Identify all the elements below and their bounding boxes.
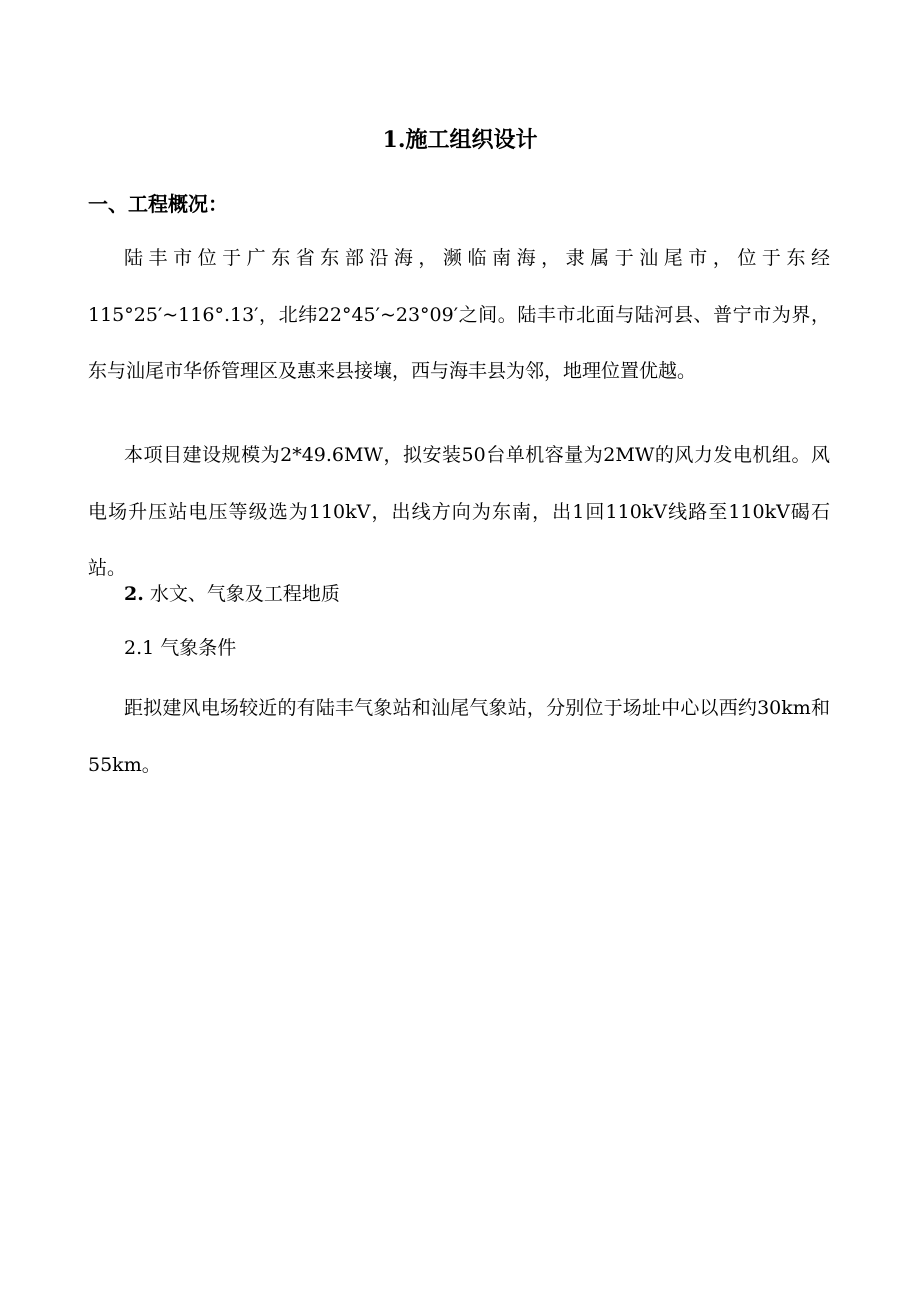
paragraph-project-scale: 本项目建设规模为2*49.6MW，拟安装50台单机容量为2MW的风力发电机组。风电场升压站电压等级选为110kV，出线方向为东南，出1回110kV线路至110kV碣石站。	[88, 444, 830, 579]
section-heading-text: 水文、气象及工程地质	[143, 583, 340, 605]
document-title: 1.施工组织设计	[382, 127, 538, 153]
paragraph-weather-stations: 距拟建风电场较近的有陆丰气象站和汕尾气象站，分别位于场址中心以西约30km和55km。	[88, 697, 830, 776]
section-heading-overview: 一、工程概况：	[88, 192, 228, 216]
paragraph-location: 陆丰市位于广东省东部沿海，濒临南海，隶属于汕尾市，位于东经115°25′~116°.13′，北纬22°45′~23°09′之间。陆丰市北面与陆河县、普宁市为界，东与汕尾市华侨管理区及惠来县接壤，西与海丰县为邻，地理位置优越。	[88, 247, 830, 382]
section-number: 2.	[124, 583, 144, 605]
subsection-heading-weather: 2.1 气象条件	[124, 637, 237, 659]
section-heading-hydrology	[124, 578, 340, 610]
